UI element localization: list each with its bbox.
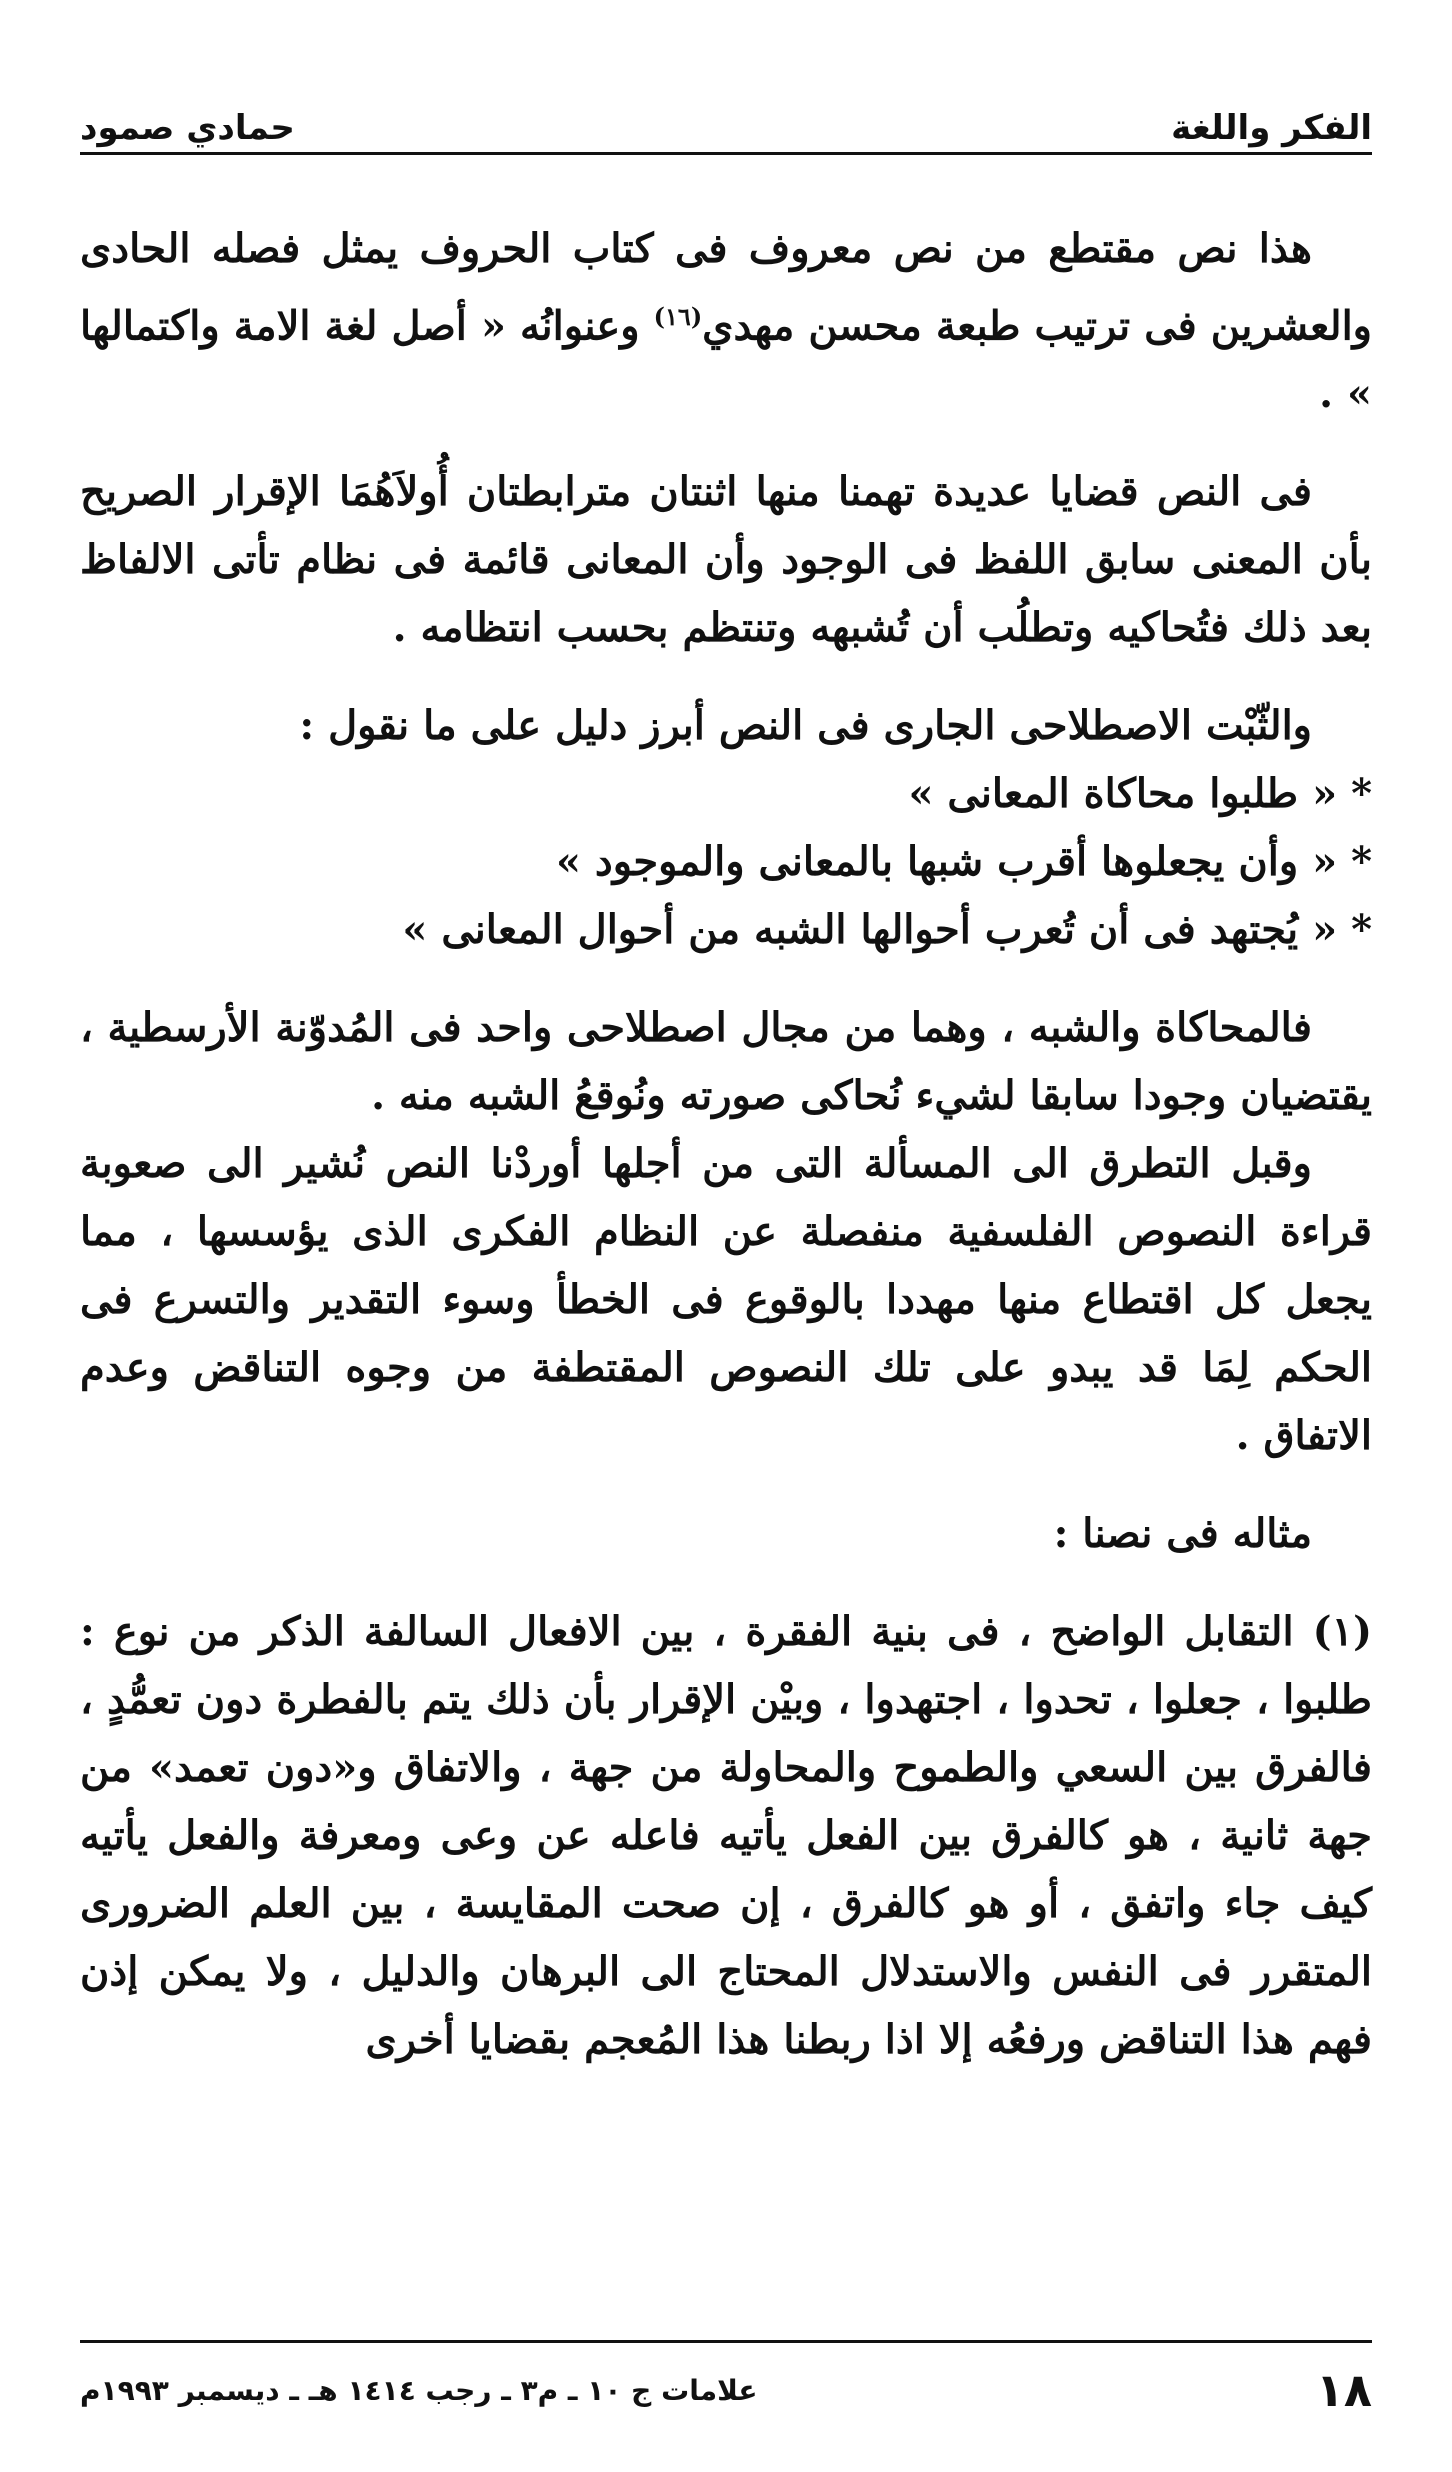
list-item-text: « طلبوا محاكاة المعانى » xyxy=(908,770,1338,818)
paragraph-terminology: والثّبْت الاصطلاحى الجارى فى النص أبرز دليل على ما نقول : xyxy=(299,702,1312,750)
header-divider xyxy=(80,152,1372,155)
quote-list xyxy=(80,760,1372,964)
bullet-star-icon: * xyxy=(1351,838,1372,886)
article-body xyxy=(80,215,1372,2074)
page-number: ١٨ xyxy=(1315,2363,1372,2417)
list-item xyxy=(80,896,1372,964)
bullet-star-icon: * xyxy=(1351,770,1372,818)
footer-divider xyxy=(80,2340,1372,2343)
paragraph-intro-text: هذا نص مقتطع من نص معروف فى كتاب الحروف يمثل فصله الحادى والعشرين فى ترتيب طبعة محسن مهدي xyxy=(80,225,1373,350)
list-item xyxy=(80,760,1372,828)
footnote-reference: (١٦) xyxy=(653,302,703,331)
list-item xyxy=(80,828,1372,896)
header-author: حمادي صمود xyxy=(80,108,295,148)
paragraph-reading-difficulty: وقبل التطرق الى المسألة التى من أجلها أوردْنا النص نُشير الى صعوبة قراءة النصوص الفلسفية منفصلة عن النظام الفكرى الذى يؤسسها ، مما يجعل كل اقتطاع منها مهددا بالوقوع فى الخطأ وسوء التقدير والتسرع فى الحكم لِمَا قد يبدو على تلك النصوص المقتطفة من وجوه التناقض وعدم الاتفاق . xyxy=(80,1140,1372,1460)
paragraph-mimesis: فالمحاكاة والشبه ، وهما من مجال اصطلاحى واحد فى المُدوّنة الأرسطية ، يقتضيان وجودا سابقا لشيء نُحاكى صورته ونُوقعُ الشبه منه . xyxy=(80,1004,1372,1120)
journal-info: علامات ج ١٠ ـ م٣ ـ رجب ١٤١٤ هـ ـ ديسمبر ١٩٩٣م xyxy=(80,2373,758,2407)
header-title: الفكر واللغة xyxy=(1171,108,1372,148)
paragraph-contrast: (١) التقابل الواضح ، فى بنية الفقرة ، بين الافعال السالفة الذكر من نوع : طلبوا ، جعلوا ، تحدوا ، اجتهدوا ، وبيْن الإقرار بأن ذلك يتم بالفطرة دون تعمُّدٍ ، فالفرق بين السعي والطموح والمحاولة من جهة ، والاتفاق و«دون تعمد» من جهة ثانية ، هو كالفرق بين الفعل يأتيه فاعله عن وعى ومعرفة والفعل يأتيه كيف جاء واتفق ، أو هو كالفرق ، إن صحت المقايسة ، بين العلم الضرورى المتقرر فى النفس والاستدلال المحتاج الى البرهان والدليل ، ولا يمكن إذن فهم هذا التناقض ورفعُه إلا اذا ربطنا هذا المُعجم بقضايا أخرى xyxy=(80,1608,1372,2064)
bullet-star-icon: * xyxy=(1351,906,1372,954)
list-item-text: « يُجتهد فى أن تُعرب أحوالها الشبه من أحوال المعانى » xyxy=(402,906,1338,954)
paragraph-issues: فى النص قضايا عديدة تهمنا منها اثنتان مترابطتان أُولاَهُمَا الإقرار الصريح بأن المعنى سابق اللفظ فى الوجود وأن المعانى قائمة فى نظام تأتى الالفاظ بعد ذلك فتُحاكيه وتطلُب أن تُشبهه وتنتظم بحسب انتظامه . xyxy=(80,468,1372,652)
list-item-text: « وأن يجعلوها أقرب شبها بالمعانى والموجود » xyxy=(555,838,1338,886)
paragraph-intro xyxy=(80,215,1372,428)
paragraph-intro-end: وعنوانُه « أصل لغة الامة واكتمالها » . xyxy=(80,302,1372,418)
running-footer xyxy=(80,2355,1372,2425)
paragraph-example-heading: مثاله فى نصنا : xyxy=(1053,1510,1312,1558)
running-header xyxy=(80,92,1372,148)
